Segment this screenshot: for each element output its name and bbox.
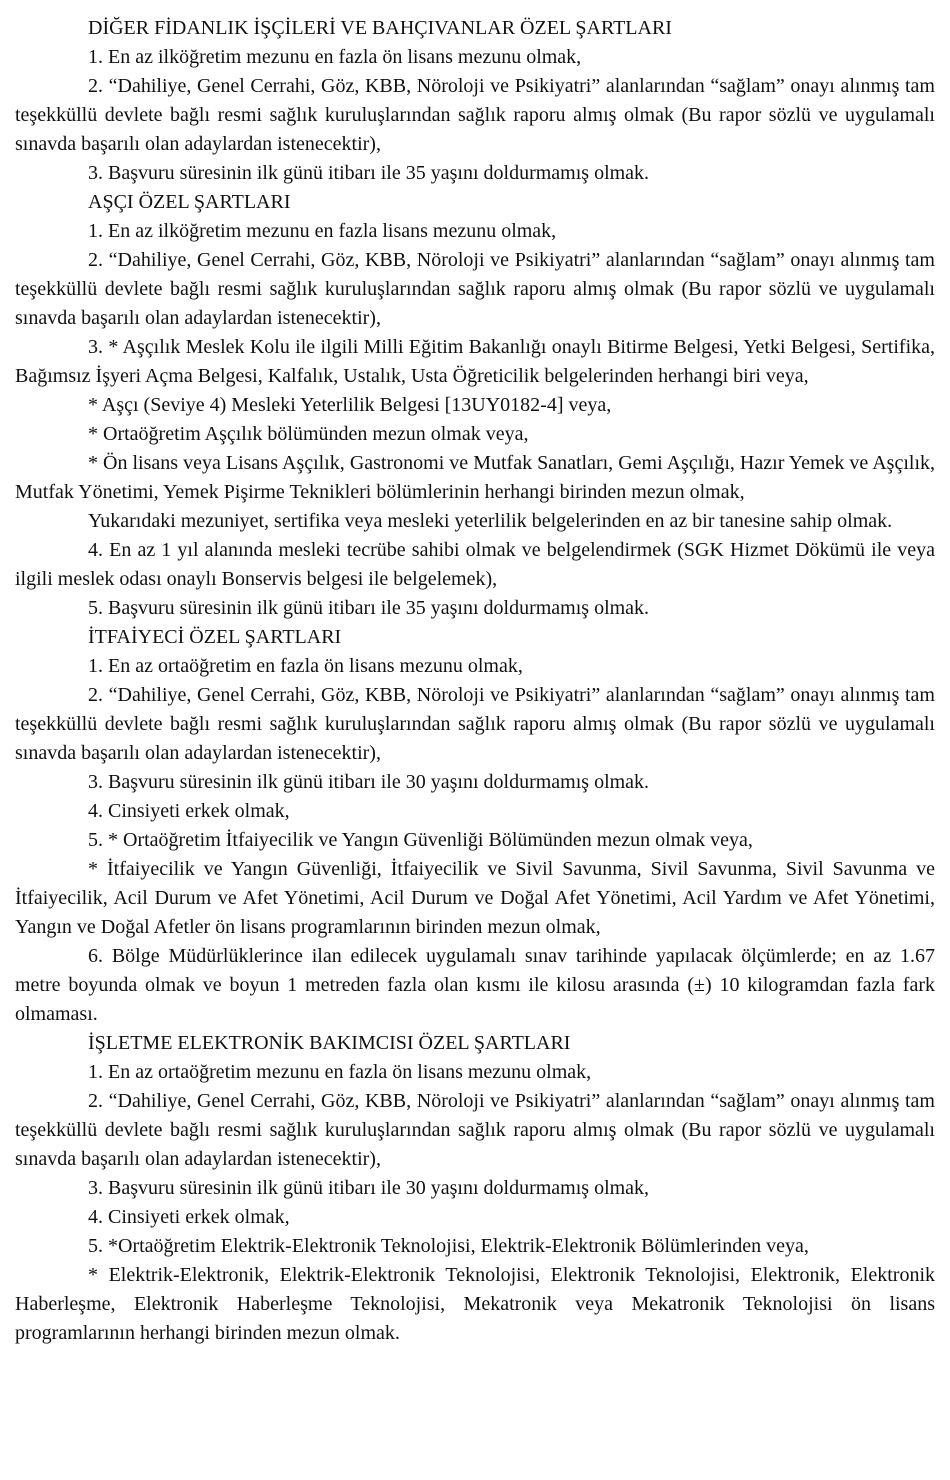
paragraph: 4. Cinsiyeti erkek olmak, [88, 800, 290, 822]
paragraph: 2. “Dahiliye, Genel Cerrahi, Göz, KBB, Nöroloji ve Psikiyatri” alanlarından “sağlam” onayı alınmış tam teşekküllü devlete bağlı resmi sağlık kuruluşlarından sağlık raporu almış olmak (Bu rapor sözlü ve uygulamalı sınavda başarılı olan adaylardan istenecektir), [15, 1090, 935, 1170]
paragraph: 3. Başvuru süresinin ilk günü itibarı ile 30 yaşını doldurmamış olmak. [88, 771, 650, 793]
section-heading-asci: AŞÇI ÖZEL ŞARTLARI [88, 191, 291, 213]
paragraph: * Ortaöğretim Aşçılık bölümünden mezun olmak veya, [88, 423, 529, 445]
section-heading-fidanlik: DİĞER FİDANLIK İŞÇİLERİ VE BAHÇIVANLAR ÖZEL ŞARTLARI [88, 17, 672, 39]
paragraph: Yukarıdaki mezuniyet, sertifika veya mesleki yeterlilik belgelerinden en az bir tanesine sahip olmak. [88, 510, 893, 532]
paragraph: 2. “Dahiliye, Genel Cerrahi, Göz, KBB, Nöroloji ve Psikiyatri” alanlarından “sağlam” onayı alınmış tam teşekküllü devlete bağlı resmi sağlık kuruluşlarından sağlık raporu almış olmak (Bu rapor sözlü ve uygulamalı sınavda başarılı olan adaylardan istenecektir), [15, 684, 935, 764]
paragraph: 1. En az ilköğretim mezunu en fazla lisans mezunu olmak, [88, 220, 557, 242]
paragraph: 5. * Ortaöğretim İtfaiyecilik ve Yangın Güvenliği Bölümünden mezun olmak veya, [88, 829, 753, 851]
paragraph: 3. Başvuru süresinin ilk günü itibarı ile 35 yaşını doldurmamış olmak. [88, 162, 650, 184]
section-heading-elektronik-bakimcisi: İŞLETME ELEKTRONİK BAKIMCISI ÖZEL ŞARTLARI [88, 1032, 571, 1054]
paragraph: 4. En az 1 yıl alanında mesleki tecrübe sahibi olmak ve belgelendirmek (SGK Hizmet Dökümü ile veya ilgili meslek odası onaylı Bonservis belgesi ile belgelemek), [15, 539, 935, 590]
paragraph: 1. En az ilköğretim mezunu en fazla ön lisans mezunu olmak, [88, 46, 582, 68]
paragraph: 5. Başvuru süresinin ilk günü itibarı ile 35 yaşını doldurmamış olmak. [88, 597, 650, 619]
paragraph: * Aşçı (Seviye 4) Mesleki Yeterlilik Belgesi [13UY0182-4] veya, [88, 394, 612, 416]
paragraph: 3. Başvuru süresinin ilk günü itibarı ile 30 yaşını doldurmamış olmak, [88, 1177, 650, 1199]
paragraph: 4. Cinsiyeti erkek olmak, [88, 1206, 290, 1228]
document-page [15, 14, 935, 1348]
paragraph: * İtfaiyecilik ve Yangın Güvenliği, İtfaiyecilik ve Sivil Savunma, Sivil Savunma, Sivil Savunma ve İtfaiyecilik, Acil Durum ve Afet Yönetimi, Acil Durum ve Doğal Afet Yönetimi, Acil Yardım ve Afet Yönetimi, Yangın ve Doğal Afetler ön lisans programlarının birinden mezun olmak, [15, 858, 935, 938]
paragraph: 6. Bölge Müdürlüklerince ilan edilecek uygulamalı sınav tarihinde yapılacak ölçümlerde; en az 1.67 metre boyunda olmak ve boyun 1 metreden fazla olan kısmı ile kilosu arasında (±) 10 kilogramdan fazla fark olmaması. [15, 945, 935, 1025]
paragraph: 1. En az ortaöğretim mezunu en fazla ön lisans mezunu olmak, [88, 1061, 592, 1083]
paragraph: 5. *Ortaöğretim Elektrik-Elektronik Teknolojisi, Elektrik-Elektronik Bölümlerinden veya, [88, 1235, 809, 1257]
paragraph: 2. “Dahiliye, Genel Cerrahi, Göz, KBB, Nöroloji ve Psikiyatri” alanlarından “sağlam” onayı alınmış tam teşekküllü devlete bağlı resmi sağlık kuruluşlarından sağlık raporu almış olmak (Bu rapor sözlü ve uygulamalı sınavda başarılı olan adaylardan istenecektir), [15, 75, 935, 155]
paragraph: 1. En az ortaöğretim en fazla ön lisans mezunu olmak, [88, 655, 523, 677]
section-heading-itfaiyeci: İTFAİYECİ ÖZEL ŞARTLARI [88, 626, 342, 648]
paragraph: * Ön lisans veya Lisans Aşçılık, Gastronomi ve Mutfak Sanatları, Gemi Aşçılığı, Hazır Yemek ve Aşçılık, Mutfak Yönetimi, Yemek Pişirme Teknikleri bölümlerinin herhangi birinden mezun olmak, [15, 452, 935, 503]
paragraph: * Elektrik-Elektronik, Elektrik-Elektronik Teknolojisi, Elektronik Teknolojisi, Elektronik, Elektronik Haberleşme, Elektronik Haberleşme Teknolojisi, Mekatronik veya Mekatronik Teknolojisi ön lisans programlarının herhangi birinden mezun olmak. [15, 1264, 935, 1344]
paragraph: 3. * Aşçılık Meslek Kolu ile ilgili Milli Eğitim Bakanlığı onaylı Bitirme Belgesi, Yetki Belgesi, Sertifika, Bağımsız İşyeri Açma Belgesi, Kalfalık, Ustalık, Usta Öğreticilik belgelerinden herhangi biri veya, [15, 336, 935, 387]
paragraph: 2. “Dahiliye, Genel Cerrahi, Göz, KBB, Nöroloji ve Psikiyatri” alanlarından “sağlam” onayı alınmış tam teşekküllü devlete bağlı resmi sağlık kuruluşlarından sağlık raporu almış olmak (Bu rapor sözlü ve uygulamalı sınavda başarılı olan adaylardan istenecektir), [15, 249, 935, 329]
